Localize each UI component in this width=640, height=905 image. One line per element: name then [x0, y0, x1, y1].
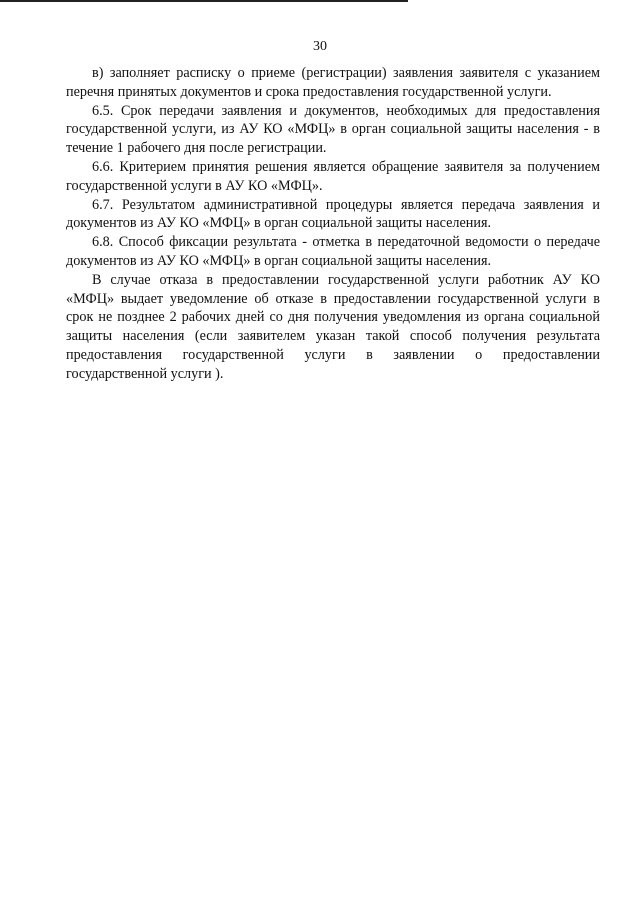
document-body [66, 64, 600, 384]
paragraph-6-7: 6.7. Результатом административной процедуры является передача заявления и документов из АУ КО «МФЦ» в орган социальной защиты населения. [66, 196, 600, 232]
paragraph-6-6: 6.6. Критерием принятия решения является обращение заявителя за получением государственной услуги в АУ КО «МФЦ». [66, 158, 600, 194]
paragraph-refusal: В случае отказа в предоставлении государственной услуги работник АУ КО «МФЦ» выдает уведомление об отказе в предоставлении государственной услуги в срок не позднее 2 рабочих дней со дня получения уведомления из органа социальной защиты населения (если заявителем указан такой способ получения результата предоставления государственной услуги в заявлении о предоставлении государственной услуги ). [66, 271, 600, 382]
page-number: 30 [313, 39, 327, 54]
paragraph-item-v: в) заполняет расписку о приеме (регистрации) заявления заявителя с указанием перечня принятых документов и срока предоставления государственной услуги. [66, 65, 600, 100]
top-border-rule [0, 0, 408, 2]
paragraph-6-5: 6.5. Срок передачи заявления и документов, необходимых для предоставления государственной услуги, из АУ КО «МФЦ» в орган социальной защиты населения - в течение 1 рабочего дня после регистрации. [66, 102, 600, 157]
paragraph-6-8: 6.8. Способ фиксации результата - отметка в передаточной ведомости о передаче документов из АУ КО «МФЦ» в орган социальной защиты населения. [66, 234, 600, 269]
